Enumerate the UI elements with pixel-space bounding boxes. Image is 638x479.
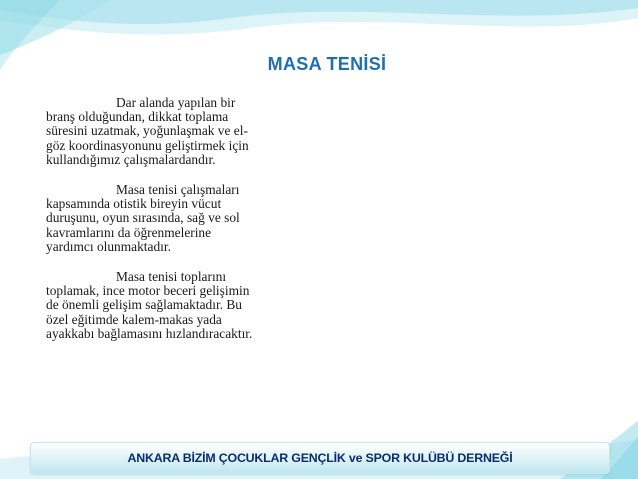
slide-title <box>0 54 638 75</box>
slide-title-text: MASA TENİSİ <box>267 54 387 74</box>
footer-text: ANKARA BİZİM ÇOCUKLAR GENÇLİK ve SPOR KULÜBÜ DERNEĞİ <box>127 451 513 465</box>
paragraph-1: Dar alanda yapılan bir branş olduğundan, dikkat toplama süresini uzatmak, yoğunlaşmak ve el-göz koordinasyonunu geliştirmek için kullandığımız çalışmalardandır. <box>46 95 249 167</box>
top-wave-decoration <box>0 0 638 90</box>
body-text <box>46 96 260 357</box>
footer-banner <box>30 442 610 474</box>
paragraph-3: Masa tenisi toplarını toplamak, ince motor beceri gelişimin de önemli gelişim sağlamaktadır. Bu özel eğitimde kalem-makas yada ayakkabı bağlamasını hızlandıracaktır. <box>46 269 253 341</box>
paragraph-2: Masa tenisi çalışmaları kapsamında otistik bireyin vücut duruşunu, oyun sırasında, sağ ve sol kavramlarını da öğrenmelerine yardımcı olunmaktadır. <box>46 182 240 254</box>
